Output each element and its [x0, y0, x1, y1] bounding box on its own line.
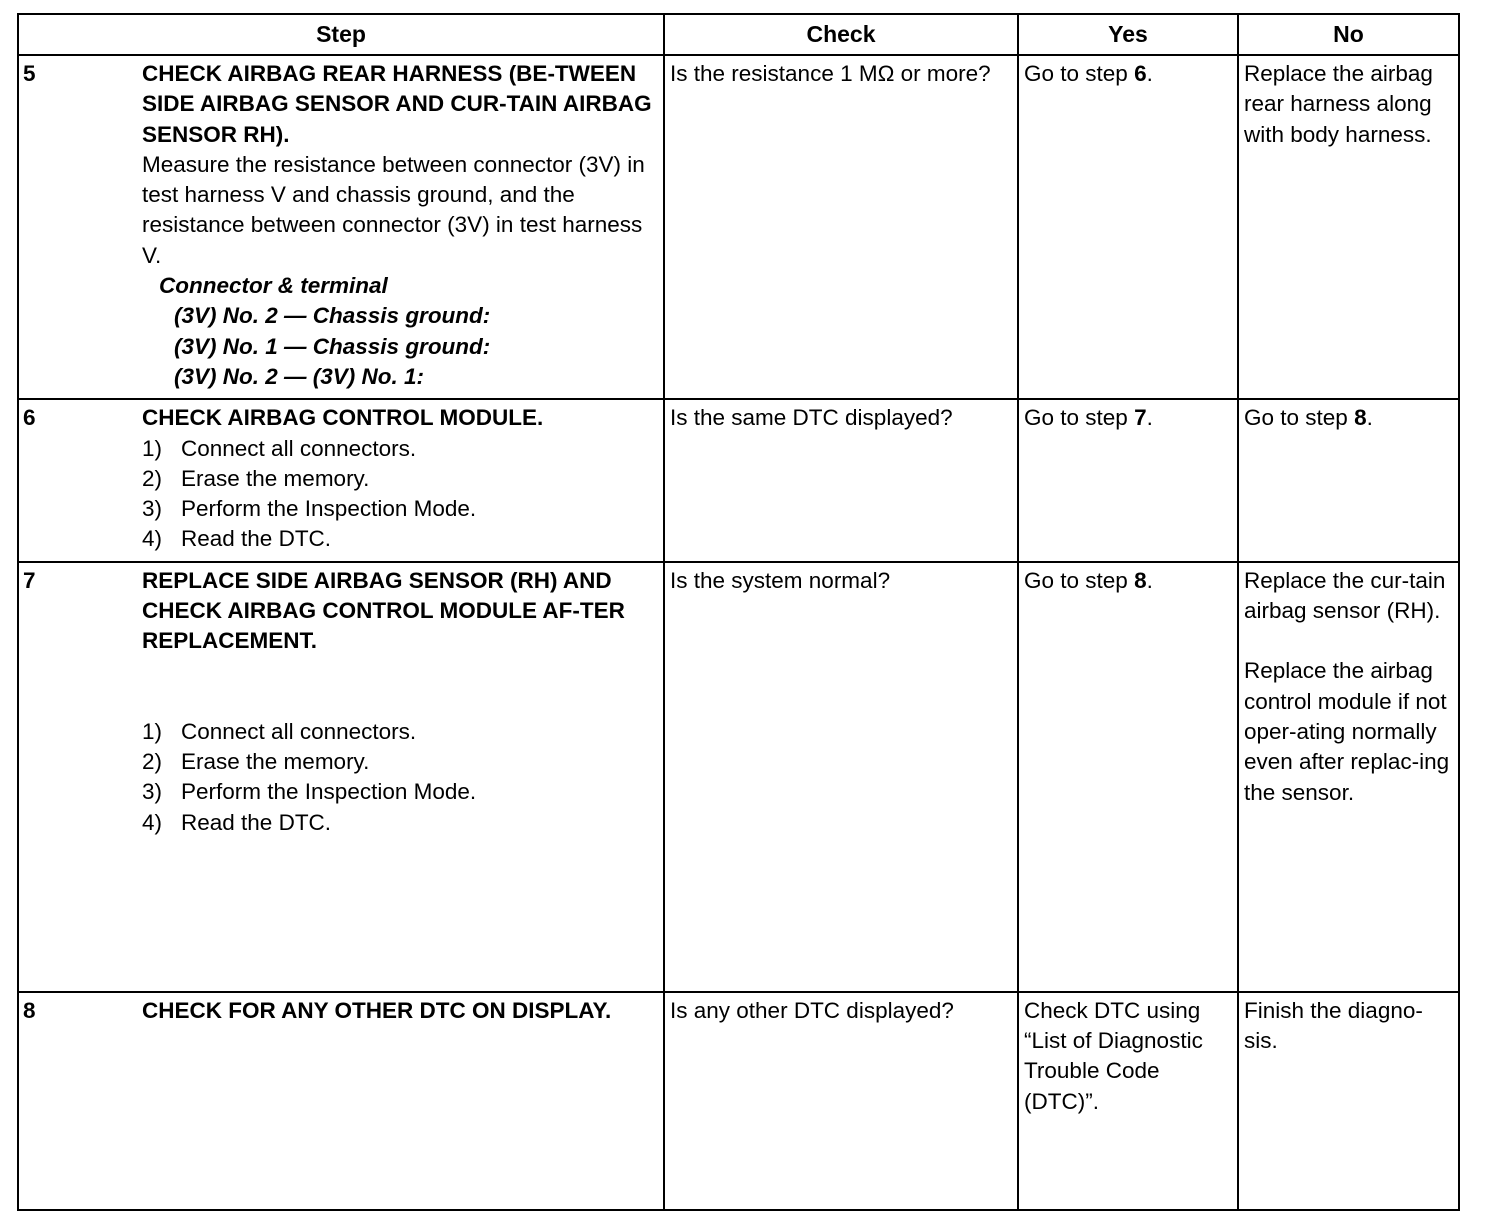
step-number: 7 [23, 567, 36, 593]
item-text: Connect all connectors. [181, 718, 417, 744]
list-item [142, 747, 659, 777]
table-row [18, 399, 1459, 561]
table-row [18, 562, 1459, 992]
check-cell: Is the system normal? [664, 562, 1018, 992]
item-number: 4) [142, 526, 163, 552]
list-item [142, 717, 659, 747]
no-text-replace-sensor: Replace the cur-tain airbag sensor (RH). [1244, 567, 1446, 624]
step-number: 8 [23, 997, 36, 1023]
step-cell [18, 399, 664, 561]
no-cell [1238, 399, 1459, 561]
list-item [142, 808, 659, 838]
no-cell: Finish the diagno-sis. [1238, 992, 1459, 1210]
step-number: 5 [23, 61, 36, 86]
step-title: CHECK AIRBAG CONTROL MODULE. [142, 405, 544, 431]
step-number: 6 [23, 405, 36, 431]
step-description: Measure the resistance between connector (3V) in test harness V and chassis ground, and the resistance between connector (3V) in test harness V. [142, 151, 645, 268]
check-cell: Is the resistance 1 MΩ or more? [664, 55, 1018, 399]
table-row [18, 992, 1459, 1210]
table-row [18, 55, 1459, 399]
item-text: Connect all connectors. [181, 435, 417, 461]
step-cell [18, 55, 664, 399]
item-number: 2) [142, 465, 163, 491]
diagnostic-table [17, 13, 1460, 1211]
step-title: CHECK AIRBAG REAR HARNESS (BE-TWEEN SIDE AIRBAG SENSOR AND CUR-TAIN AIRBAG SENSOR RH). [142, 61, 652, 147]
item-text: Read the DTC. [181, 526, 332, 552]
list-item [142, 494, 659, 524]
list-item [142, 777, 659, 807]
yes-cell: Check DTC using “List of Diagnostic Trouble Code (DTC)”. [1018, 992, 1238, 1210]
yes-end: . [1146, 405, 1153, 431]
header-no: No [1238, 14, 1459, 55]
header-yes: Yes [1018, 14, 1238, 55]
no-step-ref: 8 [1354, 405, 1367, 431]
list-item [142, 524, 659, 554]
yes-end: . [1146, 61, 1153, 86]
item-number: 3) [142, 779, 163, 805]
item-text: Perform the Inspection Mode. [181, 496, 477, 522]
header-row [18, 14, 1459, 55]
step-cell [18, 562, 664, 992]
item-number: 3) [142, 496, 163, 522]
item-number: 4) [142, 809, 163, 835]
no-text: Go to step [1244, 405, 1355, 431]
item-text: Erase the memory. [181, 748, 370, 774]
yes-end: . [1146, 567, 1153, 593]
yes-step-ref: 7 [1134, 405, 1147, 431]
no-text-replace-module: Replace the airbag control module if not oper-ating normally even after replac-ing the sensor. [1244, 658, 1450, 805]
header-check: Check [664, 14, 1018, 55]
yes-text: Go to step [1024, 405, 1135, 431]
item-number: 1) [142, 435, 163, 461]
item-number: 1) [142, 718, 163, 744]
step-title: CHECK FOR ANY OTHER DTC ON DISPLAY. [142, 997, 612, 1023]
check-cell: Is any other DTC displayed? [664, 992, 1018, 1210]
yes-cell [1018, 55, 1238, 399]
step-cell [18, 992, 664, 1210]
list-item [142, 464, 659, 494]
spec-line: (3V) No. 2 — (3V) No. 1: [174, 363, 425, 389]
item-text: Erase the memory. [181, 465, 370, 491]
item-text: Perform the Inspection Mode. [181, 779, 477, 805]
yes-step-ref: 6 [1134, 61, 1147, 86]
list-item [142, 434, 659, 464]
header-step: Step [18, 14, 664, 55]
item-number: 2) [142, 748, 163, 774]
spec-line: (3V) No. 2 — Chassis ground: [174, 303, 491, 329]
spec-title: Connector & terminal [159, 273, 388, 299]
yes-text: Go to step [1024, 567, 1135, 593]
yes-step-ref: 8 [1134, 567, 1147, 593]
step-title: REPLACE SIDE AIRBAG SENSOR (RH) AND CHECK AIRBAG CONTROL MODULE AF-TER REPLACEMENT. [142, 567, 625, 654]
yes-text: Go to step [1024, 61, 1135, 86]
spec-line: (3V) No. 1 — Chassis ground: [174, 333, 491, 359]
item-text: Read the DTC. [181, 809, 332, 835]
check-cell: Is the same DTC displayed? [664, 399, 1018, 561]
no-end: . [1366, 405, 1373, 431]
yes-cell [1018, 399, 1238, 561]
no-cell [1238, 562, 1459, 992]
no-cell: Replace the airbag rear harness along with body harness. [1238, 55, 1459, 399]
yes-cell [1018, 562, 1238, 992]
